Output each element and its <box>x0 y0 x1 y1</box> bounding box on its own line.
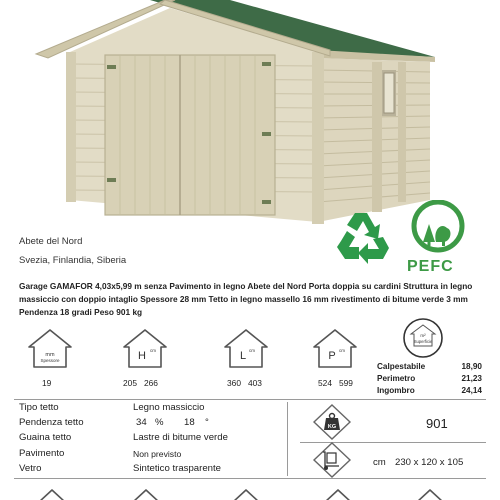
depth-values: 524 599 <box>318 378 353 388</box>
product-description: Garage GAMAFOR 4,03x5,99 m senza Pavimento in legno Abete del Nord Porta doppia su cardini Struttura in legno massiccio con doppio intaglio Spessore 28 mm Tetto in legno massello 16 mm rivestimento di bitume verde 3 mm Pendenza 18 gradi Peso 901 kg <box>19 281 473 317</box>
weight-value: 901 <box>426 416 448 431</box>
glass-value: Sintetico trasparente <box>133 463 221 474</box>
roof-sheath-value: Lastre di bitume verde <box>133 432 228 443</box>
roof-slope-percent-unit: % <box>155 417 164 428</box>
roof-slope-label: Pendenza tetto <box>19 417 84 428</box>
surface-walkable-value: 18,90 <box>461 362 482 371</box>
wood-origin: Svezia, Finlandia, Siberia <box>19 255 127 266</box>
roof-slope-percent: 34 <box>136 417 147 428</box>
surface-perimeter-value: 21,23 <box>461 374 482 383</box>
weight-kg-icon <box>312 403 352 441</box>
floor-value: Non previsto <box>133 449 182 459</box>
surface-walkable-label: Calpestabile <box>377 362 426 371</box>
table-bottom-divider <box>14 478 486 479</box>
pefc-label: PEFC <box>407 258 454 275</box>
thickness-value: 19 <box>42 378 52 388</box>
hand-truck-icon <box>312 441 352 479</box>
wall-thickness-icon <box>26 327 74 371</box>
svg-text:P: P <box>328 350 336 362</box>
surface-footprint-label: Ingombro <box>377 386 415 395</box>
garage-product-image <box>0 0 500 228</box>
height-icon <box>121 327 169 371</box>
height-values: 205 266 <box>123 378 158 388</box>
surface-icon <box>401 317 445 359</box>
recycle-icon <box>333 207 393 267</box>
roof-sheath-label: Guaina tetto <box>19 432 72 443</box>
svg-text:m²: m² <box>420 333 426 338</box>
svg-text:cm: cm <box>150 348 156 353</box>
package-dimensions: 230 x 120 x 105 <box>395 457 464 468</box>
svg-text:cm: cm <box>249 348 255 353</box>
svg-text:L: L <box>239 350 247 362</box>
roof-type-label: Tipo tetto <box>19 402 59 413</box>
roof-slope-degrees: 18 <box>184 417 195 428</box>
table-column-divider <box>287 402 288 476</box>
roof-type-value: Legno massiccio <box>133 402 205 413</box>
svg-text:mm: mm <box>45 352 55 358</box>
surface-perimeter-label: Perimetro <box>377 374 416 383</box>
surface-footprint-value: 24,14 <box>461 386 482 395</box>
svg-text:cm: cm <box>339 348 345 353</box>
roof-slope-degrees-unit: ° <box>205 417 209 428</box>
depth-icon <box>311 327 359 371</box>
length-icon <box>222 327 270 371</box>
package-unit: cm <box>373 457 386 468</box>
length-values: 360 403 <box>227 378 262 388</box>
wood-type: Abete del Nord <box>19 236 83 247</box>
table-top-divider <box>14 399 486 400</box>
floor-label: Pavimento <box>19 448 65 459</box>
svg-text:Superficie: Superficie <box>413 339 433 344</box>
glass-label: Vetro <box>19 463 42 474</box>
svg-text:Spessore: Spessore <box>40 358 60 363</box>
svg-text:KG: KG <box>327 424 337 430</box>
bottom-icon-row-partial <box>33 488 473 500</box>
svg-text:H: H <box>138 350 146 362</box>
